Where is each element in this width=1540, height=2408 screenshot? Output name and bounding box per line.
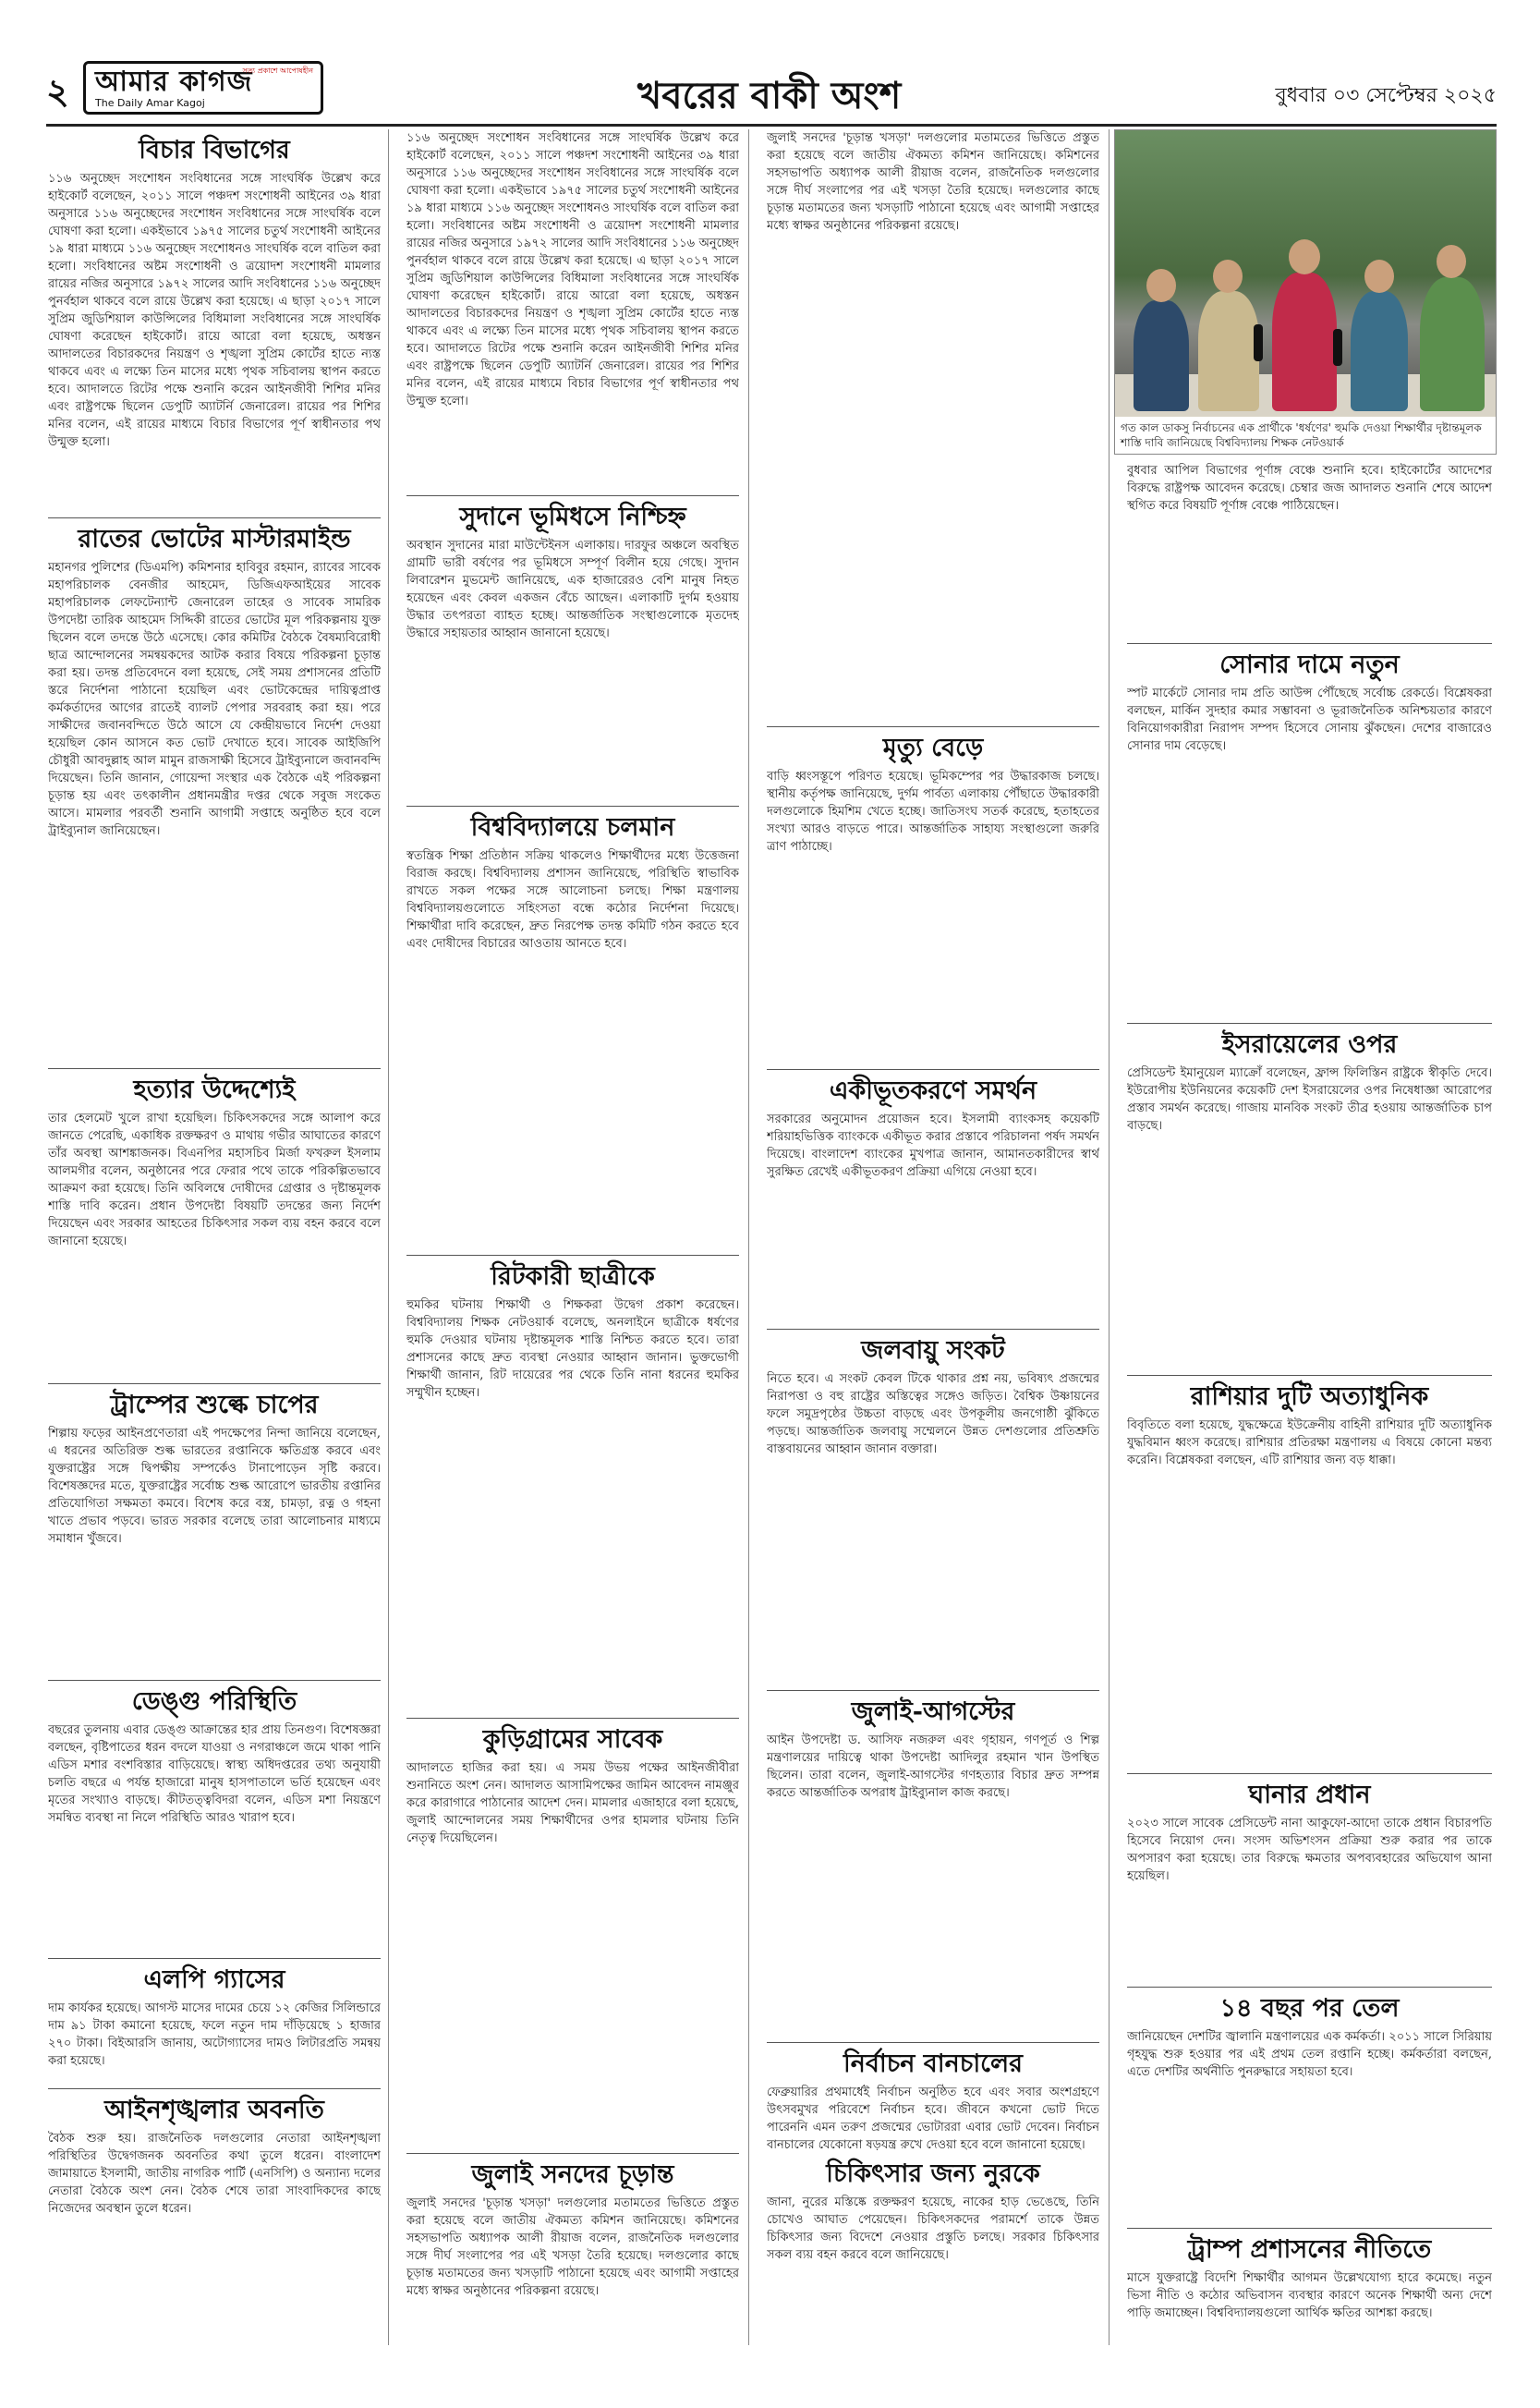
- article[interactable]: [406, 812, 739, 1249]
- article-headline: আইনশৃঙ্খলার অবনতি: [104, 2096, 324, 2124]
- photo-person: [1134, 300, 1189, 411]
- article[interactable]: [406, 1724, 739, 2147]
- masthead: [46, 57, 1497, 127]
- section-title: খবরের বাকী অংশ: [637, 74, 902, 117]
- article-headline: ঘানার প্রধান: [1248, 1781, 1371, 1809]
- logo-tagline: সত্য প্রকাশে আপোষহীন: [242, 67, 313, 75]
- article-body: জানিয়েছেন দেশটির জ্বালানি মন্ত্রণালয়ের এক কর্মকর্তা। ২০১১ সালে সিরিয়ায় গৃহযুদ্ধ শুরু হওয়ার পর এই প্রথম তেল রপ্তানি হচ্ছে। কর্মকর্তারা বলছেন, এতে দেশটির অর্থনীতি পুনরুদ্ধারে সহায়তা হবে।: [1127, 2030, 1492, 2079]
- article-body: ১১৬ অনুচ্ছেদ সংশোধন সংবিধানের সঙ্গে সাংঘর্ষিক উল্লেখ করে হাইকোর্ট বলেছেন, ২০১১ সালে পঞ্চদশ সংশোধনী আইনের ৩৯ ধারা অনুসারে ১১৬ অনুচ্ছেদের সংশোধন সংবিধানের সঙ্গে সাংঘর্ষিক বলে ঘোষণা করা হলো। একইভাবে ১৯৭৫ সালের চতুর্থ সংশোধনী আইনের ১৯ ধারা মাধ্যমে ১১৬ অনুচ্ছেদ সংশোধনও সাংঘর্ষিক বলে বাতিল করা হলো। সংবিধানের অষ্টম সংশোধনী ও ত্রয়োদশ সংশোধনী মামলার রায়ের নজির অনুসারে ১৯৭২ সালের আদি সংবিধানের ১১৬ অনুচ্ছেদ পুনর্বহাল থাকবে বলে রায়ে উল্লেখ করা হয়েছে। এ ছাড়া ২০১৭ সালে সুপ্রিম জুডিশিয়াল কাউন্সিলের বিধিমালা সংবিধানের সঙ্গে সাংঘর্ষিক ঘোষণা করেছেন হাইকোর্ট। রায়ে আরো বলা হয়েছে, অধস্তন আদালতের বিচারকদের নিয়ন্ত্রণ ও শৃঙ্খলা সুপ্রিম কোর্টের হাতে ন্যস্ত থাকবে এবং এ লক্ষ্যে তিন মাসের মধ্যে পৃথক সচিবালয় স্থাপন করতে হবে। আদালতে রিটের পক্ষে শুনানি করেন আইনজীবী শিশির মনির এবং রাষ্ট্রপক্ষে ছিলেন ডেপুটি অ্যাটর্নি জেনারেল। রায়ের পর শিশির মনির বলেন, এই রায়ের মাধ্যমে বিচার বিভাগের পূর্ণ স্বাধীনতার পথ উন্মুক্ত হলো।: [406, 131, 739, 408]
- article[interactable]: [1127, 650, 1492, 1017]
- article-body: দাম কার্যকর হয়েছে। আগস্ট মাসের দামের চেয়ে ১২ কেজির সিলিন্ডারে দাম ৯১ টাকা কমানো হয়েছে, ফলে নতুন দাম দাঁড়িয়েছে ১ হাজার ২৭০ টাকা। বিইআরসি জানায়, অটোগ্যাসের দামও লিটারপ্রতি সমন্বয় করা হয়েছে।: [48, 2001, 381, 2068]
- column-3: [767, 129, 1099, 2222]
- photo-person: [1198, 291, 1259, 411]
- article-body: বুধবার আপিল বিভাগের পূর্ণাঙ্গ বেঞ্চে শুনানি হবে। হাইকোর্টের আদেশের বিরুদ্ধে রাষ্ট্রপক্ষ আবেদন করেছে। চেম্বার জজ আদালত শুনানি শেষে আদেশ স্থগিত করে বিষয়টি পূর্ণাঙ্গ বেঞ্চে পাঠিয়েছেন।: [1127, 464, 1492, 513]
- news-photo[interactable]: [1114, 129, 1497, 455]
- article-body: তার হেলমেট খুলে রাখা হয়েছিল। চিকিৎসকদের সঙ্গে আলাপ করে জানতে পেরেছি, একাধিক রক্তক্ষরণ ও মাথায় গভীর আঘাতের কারণে তাঁর অবস্থা আশঙ্কাজনক। বিএনপির মহাসচিব মির্জা ফখরুল ইসলাম আলমগীর বলেন, অনুষ্ঠানের পরে ফেরার পথে তাকে পরিকল্পিতভাবে আক্রমণ করা হয়েছে। তিনি অবিলম্বে দোষীদের গ্রেপ্তার ও দৃষ্টান্তমূলক শাস্তি দাবি করেন। প্রধান উপদেষ্টা বিষয়টি তদন্তের জন্য নির্দেশ দিয়েছেন এবং সরকার আহতের চিকিৎসার সকল ব্যয় বহন করবে বলে জানানো হয়েছে।: [48, 1112, 381, 1248]
- article-body: মাসে যুক্তরাষ্ট্রে বিদেশি শিক্ষার্থীর আগমন উল্লেখযোগ্য হারে কমেছে। নতুন ভিসা নীতি ও কঠোর অভিবাসন ব্যবস্থার কারণে অনেক শিক্ষার্থী অন্য দেশে পাড়ি জমাচ্ছেন। বিশ্ববিদ্যালয়গুলো আর্থিক ক্ষতির আশঙ্কা করছে।: [1127, 2271, 1492, 2320]
- column-4: [1127, 462, 1492, 2408]
- column-1: [48, 129, 381, 2250]
- article[interactable]: [48, 1686, 381, 1952]
- article[interactable]: [406, 2159, 739, 2352]
- article[interactable]: [1127, 1029, 1492, 1369]
- article-headline: বিশ্ববিদ্যালয়ে চলমান: [470, 813, 675, 842]
- article-body: হুমকির ঘটনায় শিক্ষার্থী ও শিক্ষকরা উদ্বেগ প্রকাশ করেছেন। বিশ্ববিদ্যালয় শিক্ষক নেটওয়ার্ক বলেছে, অনলাইনে ছাত্রীকে ধর্ষণের হুমকি দেওয়ার ঘটনায় দৃষ্টান্তমূলক শাস্তি নিশ্চিত করতে হবে। তারা প্রশাসনের কাছে দ্রুত ব্যবস্থা নেওয়ার আহ্বান জানান। ভুক্তভোগী শিক্ষার্থী জানান, রিট দায়েরের পর থেকে তিনি নানা ধরনের হুমকির সম্মুখীন হচ্ছেন।: [406, 1298, 739, 1400]
- article-body: জুলাই সনদের 'চূড়ান্ত খসড়া' দলগুলোর মতামতের ভিত্তিতে প্রস্তুত করা হয়েছে বলে জাতীয় ঐকমত্য কমিশন জানিয়েছে। কমিশনের সহসভাপতি অধ্যাপক আলী রীয়াজ বলেন, রাজনৈতিক দলগুলোর সঙ্গে দীর্ঘ সংলাপের পর এই খসড়া তৈরি হয়েছে। দলগুলোর কাছে চূড়ান্ত মতামতের জন্য খসড়াটি পাঠানো হয়েছে এবং আগামী সপ্তাহের মধ্যে স্বাক্ষর অনুষ্ঠানের পরিকল্পনা রয়েছে।: [767, 131, 1099, 233]
- article-body: বাড়ি ধ্বংসস্তূপে পরিণত হয়েছে। ভূমিকম্পের পর উদ্ধারকাজ চলছে। স্থানীয় কর্তৃপক্ষ জানিয়েছে, দুর্গম পার্বত্য এলাকায় পৌঁছাতে উদ্ধারকারী দলগুলোকে হিমশিম খেতে হচ্ছে। জাতিসংঘ সতর্ক করেছে, হতাহতের সংখ্যা আরও বাড়তে পারে। আন্তর্জাতিক সাহায্য সংস্থাগুলো জরুরি ত্রাণ পাঠাচ্ছে।: [767, 770, 1099, 854]
- article-body: ২০২৩ সালে সাবেক প্রেসিডেন্ট নানা আকুফো-আদো তাকে প্রধান বিচারপতি হিসেবে নিয়োগ দেন। সংসদ অভিশংসন প্রক্রিয়া শুরু করার পর তাকে অপসারণ করা হয়েছে। তার বিরুদ্ধে ক্ষমতার অপব্যবহারের অভিযোগ আনা হয়েছিল।: [1127, 1817, 1492, 1883]
- article[interactable]: [1127, 1381, 1492, 1768]
- column-divider: [388, 129, 389, 2345]
- article-headline: ইসরায়েলের ওপর: [1221, 1030, 1398, 1059]
- article[interactable]: [406, 502, 739, 800]
- article-headline: সুদানে ভূমিধসে নিশ্চিহ্ন: [459, 503, 686, 531]
- photo-person: [1272, 273, 1337, 411]
- photo-person-head: [1364, 260, 1394, 293]
- article-headline: ১৪ বছর পর তেল: [1219, 1994, 1400, 2023]
- article-body: নিতে হবে। এ সংকট কেবল টিকে থাকার প্রশ্ন নয়, ভবিষ্যৎ প্রজন্মের নিরাপত্তা ও বহু রাষ্ট্রের অস্তিত্বের সঙ্গেও জড়িত। বৈশ্বিক উষ্ণায়নের ফলে সমুদ্রপৃষ্ঠের উচ্চতা বাড়ছে এবং উপকূলীয় জনগোষ্ঠী ঝুঁকিতে পড়ছে। আন্তর্জাতিক জলবায়ু সম্মেলনে উন্নত দেশগুলোর প্রতিশ্রুতি বাস্তবায়নের আহ্বান জানান বক্তারা।: [767, 1372, 1099, 1456]
- article-headline: জুলাই সনদের চূড়ান্ত: [471, 2160, 674, 2189]
- issue-date: বুধবার ০৩ সেপ্টেম্বর ২০২৫: [1275, 84, 1497, 107]
- photo-caption: গত কাল ডাকসু নির্বাচনের এক প্রার্থীকে 'ধর্ষণের' হুমকি দেওয়া শিক্ষার্থীর দৃষ্টান্তমূলক শাস্তি দাবি জানিয়েছে বিশ্ববিদ্যালয় শিক্ষক নেটওয়ার্ক: [1115, 417, 1496, 454]
- photo-person: [1420, 277, 1485, 411]
- article-body: ১১৬ অনুচ্ছেদ সংশোধন সংবিধানের সঙ্গে সাংঘর্ষিক উল্লেখ করে হাইকোর্ট বলেছেন, ২০১১ সালে পঞ্চদশ সংশোধনী আইনের ৩৯ ধারা অনুসারে ১১৬ অনুচ্ছেদের সংশোধন সংবিধানের সঙ্গে সাংঘর্ষিক বলে ঘোষণা করা হলো। একইভাবে ১৯৭৫ সালের চতুর্থ সংশোধনী আইনের ১৯ ধারা মাধ্যমে ১১৬ অনুচ্ছেদ সংশোধনও সাংঘর্ষিক বলে বাতিল করা হলো। সংবিধানের অষ্টম সংশোধনী ও ত্রয়োদশ সংশোধনী মামলার রায়ের নজির অনুসারে ১৯৭২ সালের আদি সংবিধানের ১১৬ অনুচ্ছেদ পুনর্বহাল থাকবে বলে রায়ে উল্লেখ করা হয়েছে। এ ছাড়া ২০১৭ সালে সুপ্রিম জুডিশিয়াল কাউন্সিলের বিধিমালা সংবিধানের সঙ্গে সাংঘর্ষিক ঘোষণা করেছেন হাইকোর্ট। রায়ে আরো বলা হয়েছে, অধস্তন আদালতের বিচারকদের নিয়ন্ত্রণ ও শৃঙ্খলা সুপ্রিম কোর্টের হাতে ন্যস্ত থাকবে এবং এ লক্ষ্যে তিন মাসের মধ্যে পৃথক সচিবালয় স্থাপন করতে হবে। আদালতে রিটের পক্ষে শুনানি করেন আইনজীবী শিশির মনির এবং রাষ্ট্রপক্ষে ছিলেন ডেপুটি অ্যাটর্নি জেনারেল। রায়ের পর শিশির মনির বলেন, এই রায়ের মাধ্যমে বিচার বিভাগের পূর্ণ স্বাধীনতার পথ উন্মুক্ত হলো।: [48, 172, 381, 449]
- photo-person-head: [1289, 239, 1320, 274]
- article[interactable]: [48, 135, 381, 512]
- photo-person-head: [1437, 245, 1466, 278]
- article-headline: কুড়িগ্রামের সাবেক: [482, 1725, 663, 1754]
- article[interactable]: [406, 1261, 739, 1712]
- article-headline: এলপি গ্যাসের: [143, 1965, 285, 1994]
- article-body: স্বতন্ত্রিক শিক্ষা প্রতিষ্ঠান সক্রিয় থাকলেও শিক্ষার্থীদের মধ্যে উত্তেজনা বিরাজ করছে। বিশ্ববিদ্যালয় প্রশাসন জানিয়েছে, পরিস্থিতি স্বাভাবিক রাখতে সকল পক্ষের সঙ্গে আলোচনা চলছে। শিক্ষা মন্ত্রণালয় বিশ্ববিদ্যালয়গুলোতে সহিংসতা বন্ধে কঠোর নির্দেশনা দিয়েছে। শিক্ষার্থীরা দাবি করেছেন, দ্রুত নিরপেক্ষ তদন্ত কমিটি গঠন করতে হবে এবং দোষীদের বিচারের আওতায় আনতে হবে।: [406, 849, 739, 951]
- article-headline: বিচার বিভাগের: [139, 136, 290, 164]
- page-number: ২: [46, 70, 69, 112]
- article-headline: একীভূতকরণে সমর্থন: [829, 1076, 1037, 1105]
- article-body: বিবৃতিতে বলা হয়েছে, যুদ্ধক্ষেত্রে ইউক্রেনীয় বাহিনী রাশিয়ার দুটি অত্যাধুনিক যুদ্ধবিমান ধ্বংস করেছে। রাশিয়ার প্রতিরক্ষা মন্ত্রণালয় এ বিষয়ে কোনো মন্তব্য করেনি। বিশ্লেষকরা বলছেন, এটি রাশিয়ার জন্য বড় ধাক্কা।: [1127, 1418, 1492, 1467]
- article-body: স্পট মার্কেটে সোনার দাম প্রতি আউন্স পৌঁছেছে সর্বোচ্চ রেকর্ডে। বিশ্লেষকরা বলছেন, মার্কিন সুদহার কমার সম্ভাবনা ও ভূরাজনৈতিক অনিশ্চয়তার কারণে বিনিয়োগকারীরা নিরাপদ সম্পদ হিসেবে সোনায় ঝুঁকছেন। দেশের বাজারেও সোনার দাম বেড়েছে।: [1127, 687, 1492, 753]
- article-body: শিল্পায় ফড়ের আইনপ্রণেতারা এই পদক্ষেপের নিন্দা জানিয়ে বলেছেন, এ ধরনের অতিরিক্ত শুল্ক ভারতের রপ্তানিকে ক্ষতিগ্রস্ত করবে এবং যুক্তরাষ্ট্রের সঙ্গে দ্বিপক্ষীয় সম্পর্কেও টানাপোড়েন সৃষ্টি করবে। বিশেষজ্ঞদের মতে, যুক্তরাষ্ট্রের সর্বোচ্চ শুল্ক আরোপে ভারতীয় রপ্তানির প্রতিযোগিতা সক্ষমতা কমবে। বিশেষ করে বস্ত্র, চামড়া, রত্ন ও গহনা খাতে প্রভাব পড়বে। ভারত সরকার বলেছে তারা আলোচনার মাধ্যমে সমাধান খুঁজবে।: [48, 1427, 381, 1546]
- article-body: বৈঠক শুরু হয়। রাজনৈতিক দলগুলোর নেতারা আইনশৃঙ্খলা পরিস্থিতির উদ্বেগজনক অবনতির কথা তুলে ধরেন। বাংলাদেশ জামায়াতে ইসলামী, জাতীয় নাগরিক পার্টি (এনসিপি) ও অন্যান্য দলের নেতারা বৈঠকে অংশ নেন। বৈঠক শেষে তারা সাংবাদিকদের কাছে নিজেদের অবস্থান তুলে ধরেন।: [48, 2132, 381, 2216]
- article-headline: জলবায়ু সংকট: [861, 1336, 1005, 1365]
- column-divider: [748, 129, 749, 2345]
- article-headline: রাতের ভোটের মাস্টারমাইন্ড: [78, 525, 351, 553]
- article-headline: নির্বাচন বানচালের: [843, 2049, 1023, 2078]
- microphone: [1333, 329, 1342, 366]
- article[interactable]: [767, 1335, 1099, 1684]
- logo-subtitle: The Daily Amar Kagoj: [95, 96, 205, 109]
- article-body: আদালতে হাজির করা হয়। এ সময় উভয় পক্ষের আইনজীবীরা শুনানিতে অংশ নেন। আদালত আসামিপক্ষের জামিন আবেদন নামঞ্জুর করে কারাগারে পাঠানোর আদেশ দেন। মামলার এজাহারে বলা হয়েছে, জুলাই আন্দোলনের সময় শিক্ষার্থীদের ওপর হামলার ঘটনায় তিনি নেতৃত্ব দিয়েছিলেন।: [406, 1761, 739, 1845]
- article[interactable]: [767, 1076, 1099, 1323]
- article[interactable]: [48, 1964, 381, 2083]
- article[interactable]: [767, 733, 1099, 1064]
- article[interactable]: [1127, 462, 1492, 638]
- microphone: [1254, 324, 1263, 361]
- article-body: জানা, নুরের মস্তিষ্কে রক্তক্ষরণ হয়েছে, নাকের হাড় ভেঙেছে, তিনি চোখেও আঘাত পেয়েছেন। চিকিৎসকদের পরামর্শে তাকে উন্নত চিকিৎসার জন্য বিদেশে নেওয়ার প্রস্তুতি চলছে। সরকার চিকিৎসার সকল ব্যয় বহন করবে বলে জানিয়েছে।: [767, 2195, 1099, 2262]
- article-headline: ট্রাম্প প্রশাসনের নীতিতে: [1187, 2235, 1432, 2264]
- article[interactable]: [406, 129, 739, 490]
- article-headline: চিকিৎসার জন্য নুরকে: [826, 2159, 1040, 2188]
- article[interactable]: [48, 2095, 381, 2250]
- article[interactable]: [1127, 1780, 1492, 1981]
- article[interactable]: [48, 1390, 381, 1674]
- article-headline: রিটকারী ছাত্রীকে: [491, 1262, 655, 1291]
- article-body: প্রেসিডেন্ট ইমানুয়েল ম্যাক্রোঁ বলেছেন, ফ্রান্স ফিলিস্তিন রাষ্ট্রকে স্বীকৃতি দেবে। ইউরোপীয় ইউনিয়নের কয়েকটি দেশ ইসরায়েলের ওপর নিষেধাজ্ঞা আরোপের প্রস্তাব সমর্থন করেছে। গাজায় মানবিক সংকট তীব্র হওয়ায় আন্তর্জাতিক চাপ বাড়ছে।: [1127, 1066, 1492, 1133]
- article[interactable]: [48, 524, 381, 1063]
- article-body: ফেব্রুয়ারির প্রথমার্ধেই নির্বাচন অনুষ্ঠিত হবে এবং সবার অংশগ্রহণে উৎসবমুখর পরিবেশে নির্বাচন হবে। জীবনে কখনো ভোট দিতে পারেননি এমন তরুণ প্রজন্মের ভোটাররা এবার ভোট দেবেন। নির্বাচন বানচালের যেকোনো ষড়যন্ত্র রুখে দেওয়া হবে বলে জানানো হয়েছে।: [767, 2086, 1099, 2152]
- article[interactable]: [767, 2153, 1099, 2332]
- photo-person: [1351, 291, 1408, 411]
- logo-text: আমার কাগজ: [95, 65, 253, 98]
- article[interactable]: [767, 129, 1099, 721]
- article[interactable]: [1127, 2234, 1492, 2408]
- column-divider: [1109, 129, 1110, 2345]
- photo-person-head: [1146, 269, 1176, 302]
- article[interactable]: [48, 1075, 381, 1378]
- article-body: অবস্থান সুদানের মারা মাউন্টেইনস এলাকায়। দারফুর অঞ্চলে অবস্থিত গ্রামটি ভারী বর্ষণের পর ভূমিধসে সম্পূর্ণ বিলীন হয়ে গেছে। সুদান লিবারেশন মুভমেন্ট জানিয়েছে, এক হাজারেরও বেশি মানুষ নিহত হয়েছেন এবং কেবল একজন বেঁচে আছেন। এলাকাটি দুর্গম হওয়ায় উদ্ধার তৎপরতা ব্যাহত হচ্ছে। আন্তর্জাতিক সংস্থাগুলোকে মৃতদেহ উদ্ধারে সহায়তার আহ্বান জানানো হয়েছে।: [406, 539, 739, 640]
- newspaper-logo[interactable]: [83, 61, 323, 115]
- article[interactable]: [767, 1697, 1099, 2037]
- column-2: [406, 129, 739, 2352]
- article-body: বছরের তুলনায় এবার ডেঙ্গু আক্রান্তের হার প্রায় তিনগুণ। বিশেষজ্ঞরা বলছেন, বৃষ্টিপাতের ধরন বদলে যাওয়া ও নগরাঞ্চলে জমে থাকা পানি এডিস মশার বংশবিস্তার বাড়িয়েছে। স্বাস্থ্য অধিদপ্তরের তথ্য অনুযায়ী চলতি বছরে এ পর্যন্ত হাজারো মানুষ হাসপাতালে ভর্তি হয়েছেন এবং মৃতের সংখ্যাও বাড়ছে। কীটতত্ত্ববিদরা বলেন, এডিস মশা নিয়ন্ত্রণে সমন্বিত ব্যবস্থা না নিলে পরিস্থিতি আরও খারাপ হবে।: [48, 1723, 381, 1825]
- article-headline: সোনার দামে নতুন: [1219, 651, 1400, 679]
- article-body: সরকারের অনুমোদন প্রয়োজন হবে। ইসলামী ব্যাংকসহ কয়েকটি শরিয়াহভিত্তিক ব্যাংককে একীভূত করার প্রস্তাবে পরিচালনা পর্ষদ সমর্থন দিয়েছে। বাংলাদেশ ব্যাংকের মুখপাত্র জানান, আমানতকারীদের স্বার্থ সুরক্ষিত রেখেই একীভূতকরণ প্রক্রিয়া এগিয়ে নেওয়া হবে।: [767, 1113, 1099, 1179]
- photo-person-head: [1213, 260, 1243, 293]
- article-headline: ট্রাম্পের শুল্কে চাপের: [110, 1391, 319, 1419]
- article-headline: জুলাই-আগস্টের: [851, 1697, 1015, 1726]
- article-headline: ডেঙ্গু পরিস্থিতি: [131, 1687, 297, 1716]
- article-headline: হত্যার উদ্দেশ্যেই: [133, 1076, 296, 1104]
- article-body: আইন উপদেষ্টা ড. আসিফ নজরুল এবং গৃহায়ন, গণপূর্ত ও শিল্প মন্ত্রণালয়ের দায়িত্বে থাকা উপদেষ্টা আদিলুর রহমান খান উপস্থিত ছিলেন। তারা বলেন, জুলাই-আগস্টের গণহত্যার বিচার দ্রুত সম্পন্ন করতে আন্তর্জাতিক অপরাধ ট্রাইব্যুনাল কাজ করছে।: [767, 1733, 1099, 1800]
- article-body: মহানগর পুলিশের (ডিএমপি) কমিশনার হাবিবুর রহমান, র‍্যাবের সাবেক মহাপরিচালক বেনজীর আহমেদ, ডিজিএফআইয়ের সাবেক মহাপরিচালক লেফটেন্যান্ট জেনারেল তাহের ও সাবেক সামরিক উপদেষ্টা তারিক আহমেদ সিদ্দিকী রাতের ভোটের মূল পরিকল্পনায় যুক্ত ছিলেন বলে তদন্তে উঠে এসেছে। কোর কমিটির বৈঠকে বৈষম্যবিরোধী ছাত্র আন্দোলনের সমন্বয়কদের আটক করার বিষয়ে পরিকল্পনা চূড়ান্ত করা হয়। তদন্ত প্রতিবেদনে বলা হয়েছে, সেই সময় প্রশাসনের প্রতিটি স্তরে নির্দেশনা পাঠানো হয়েছিল এবং ভোটকেন্দ্রের দায়িত্বপ্রাপ্ত কর্মকর্তাদের আগের রাতেই ব্যালট পেপার সরবরাহ করা হয়। পরে সাক্ষীদের জবানবন্দিতে উঠে আসে যে কেন্দ্রীয়ভাবে নির্দেশ দেওয়া হয়েছিল কোন আসনে কত ভোট দেখাতে হবে। সাবেক আইজিপি চৌধুরী আবদুল্লাহ আল মামুন রাজসাক্ষী হিসেবে ট্রাইব্যুনালে জবানবন্দি দিয়েছেন। তিনি জানান, গোয়েন্দা সংস্থার এক বৈঠকে এই পরিকল্পনা চূড়ান্ত হয় এবং তৎকালীন প্রধানমন্ত্রীর দপ্তর থেকে সবুজ সংকেত আসে। মামলার পরবর্তী শুনানি আগামী সপ্তাহে অনুষ্ঠিত হবে বলে ট্রাইব্যুনাল জানিয়েছেন।: [48, 561, 381, 838]
- article[interactable]: [1127, 1993, 1492, 2222]
- article-body: জুলাই সনদের 'চূড়ান্ত খসড়া' দলগুলোর মতামতের ভিত্তিতে প্রস্তুত করা হয়েছে বলে জাতীয় ঐকমত্য কমিশন জানিয়েছে। কমিশনের সহসভাপতি অধ্যাপক আলী রীয়াজ বলেন, রাজনৈতিক দলগুলোর সঙ্গে দীর্ঘ সংলাপের পর এই খসড়া তৈরি হয়েছে। দলগুলোর কাছে চূড়ান্ত মতামতের জন্য খসড়াটি পাঠানো হয়েছে এবং আগামী সপ্তাহের মধ্যে স্বাক্ষর অনুষ্ঠানের পরিকল্পনা রয়েছে।: [406, 2196, 739, 2298]
- article-headline: রাশিয়ার দুটি অত্যাধুনিক: [1190, 1382, 1429, 1411]
- article-headline: মৃত্যু বেড়ে: [882, 734, 984, 762]
